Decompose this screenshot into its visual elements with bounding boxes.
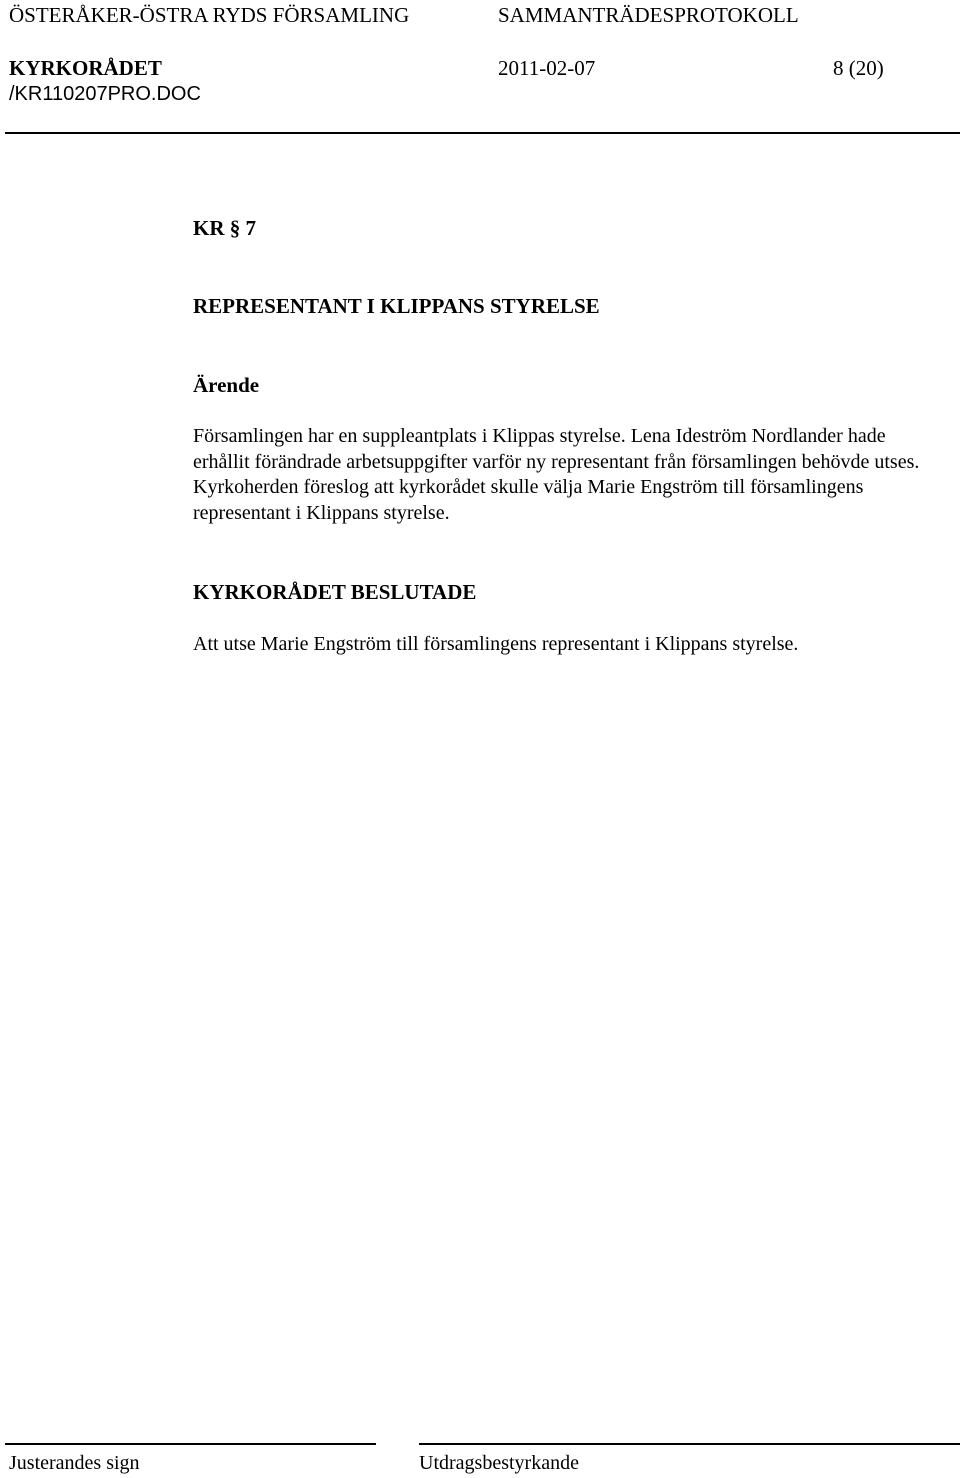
footer-rule-left [5,1443,376,1445]
paragraph-number: KR § 7 [193,216,256,240]
board-name: KYRKORÅDET [9,56,162,80]
footer-rule-right [419,1443,960,1445]
footer-certification-label: Utdragsbestyrkande [419,1452,579,1474]
matter-text: Församlingen har en suppleantplats i Klippas styrelse. Lena Ideström Nordlander hade erhållit förändrade arbetsuppgifter varför ny representant från församlingen behövde utses. Kyrkoherden föreslog att kyrkorådet skulle välja Marie Engström till församlingens representant i Klippans styrelse. [193,425,920,525]
matter-heading: Ärende [193,373,260,397]
meeting-date: 2011-02-07 [498,56,596,80]
header-rule [5,132,960,134]
page-number: 8 (20) [833,56,884,80]
file-name: /KR110207PRO.DOC [9,83,201,105]
decision-text: Att utse Marie Engström till församlingens representant i Klippans styrelse. [193,633,799,655]
parish-name: ÖSTERÅKER-ÖSTRA RYDS FÖRSAMLING [9,3,410,27]
footer-signature-label: Justerandes sign [9,1452,140,1474]
decision-heading: KYRKORÅDET BESLUTADE [193,580,477,604]
document-type: SAMMANTRÄDESPROTOKOLL [498,3,799,27]
section-title: REPRESENTANT I KLIPPANS STYRELSE [193,294,600,318]
